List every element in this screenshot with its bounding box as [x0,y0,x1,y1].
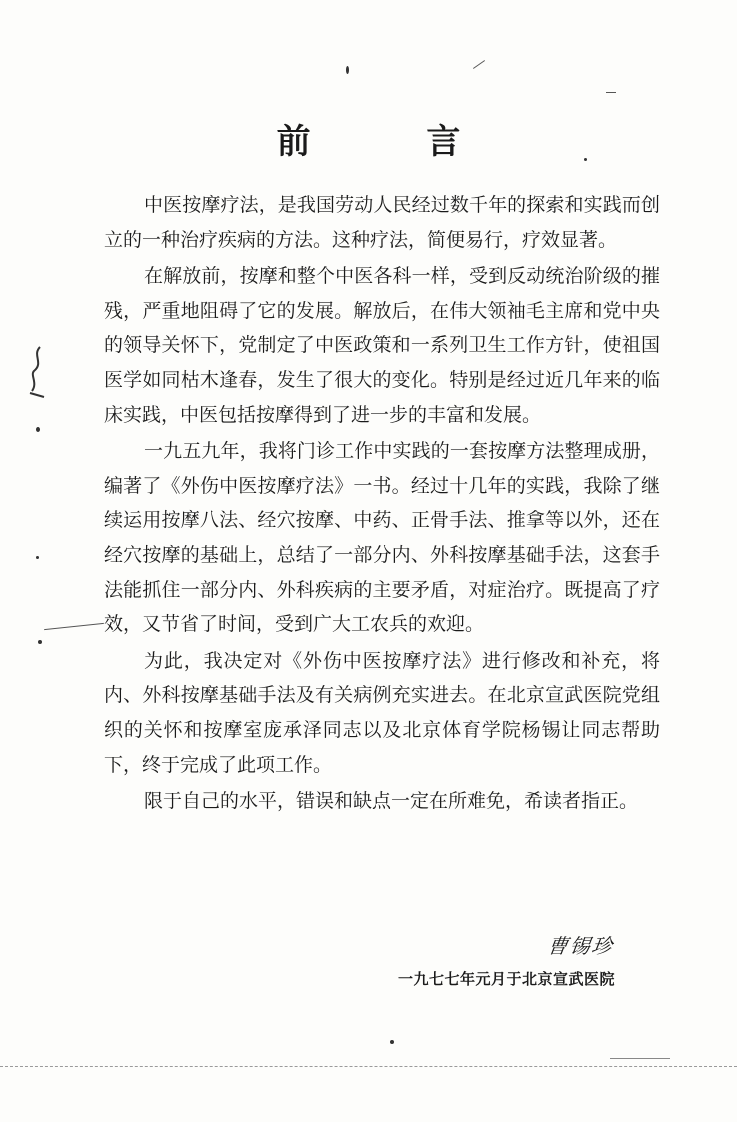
scan-scratch [473,60,485,69]
scan-bottom-edge [0,1066,737,1068]
scan-speck [390,1040,394,1044]
scan-speck [36,556,39,559]
scan-scratch [606,92,616,93]
scan-speck [36,427,40,432]
scan-scratch [44,623,104,630]
scan-speck [584,158,587,161]
paragraph-2: 在解放前，按摩和整个中医各科一样，受到反动统治阶级的摧残，严重地阻碍了它的发展。解放后，在伟大领袖毛主席和党中央的领导关怀下，党制定了中医政策和一系列卫生工作方针，使祖国医学如同枯木逢春，发生了很大的变化。特别是经过近几年来的临床实践，中医包括按摩得到了进一步的丰富和发展。 [104,265,660,426]
scan-speck [346,66,349,74]
paragraph-3: 一九五九年，我将门诊工作中实践的一套按摩方法整理成册，编著了《外伤中医按摩疗法》一书。经过十几年的实践，我除了继续运用按摩八法、经穴按摩、中药、正骨手法、推拿等以外，还在经穴按摩的基础上，总结了一部分内、外科按摩基础手法，这套手法能抓住一部分内、外科疾病的主要矛盾，对症治疗。既提高了疗效，又节省了时间，受到广大工农兵的欢迎。 [104,440,660,636]
scan-edge-mark [28,345,46,405]
paragraph-1: 中医按摩疗法，是我国劳动人民经过数千年的探索和实践而创立的一种治疗疾病的方法。这种疗法，简便易行，疗效显著。 [104,194,660,251]
preface-body [104,188,660,821]
paragraph-4: 为此，我决定对《外伤中医按摩疗法》进行修改和补充，将内、外科按摩基础手法及有关病例充实进去。在北京宣武医院党组织的关怀和按摩室庞承泽同志以及北京体育学院杨锡让同志帮助下，终于完成了此项工作。 [104,649,660,776]
scan-scratch [610,1058,670,1059]
author-signature: 曹锡珍 [546,934,616,958]
date-place-line: 一九七七年元月于北京宣武医院 [398,970,616,988]
scan-speck [38,640,42,644]
page-title: 前 言 [276,122,513,162]
paragraph-5: 限于自己的水平，错误和缺点一定在所难免，希读者指正。 [144,790,639,813]
